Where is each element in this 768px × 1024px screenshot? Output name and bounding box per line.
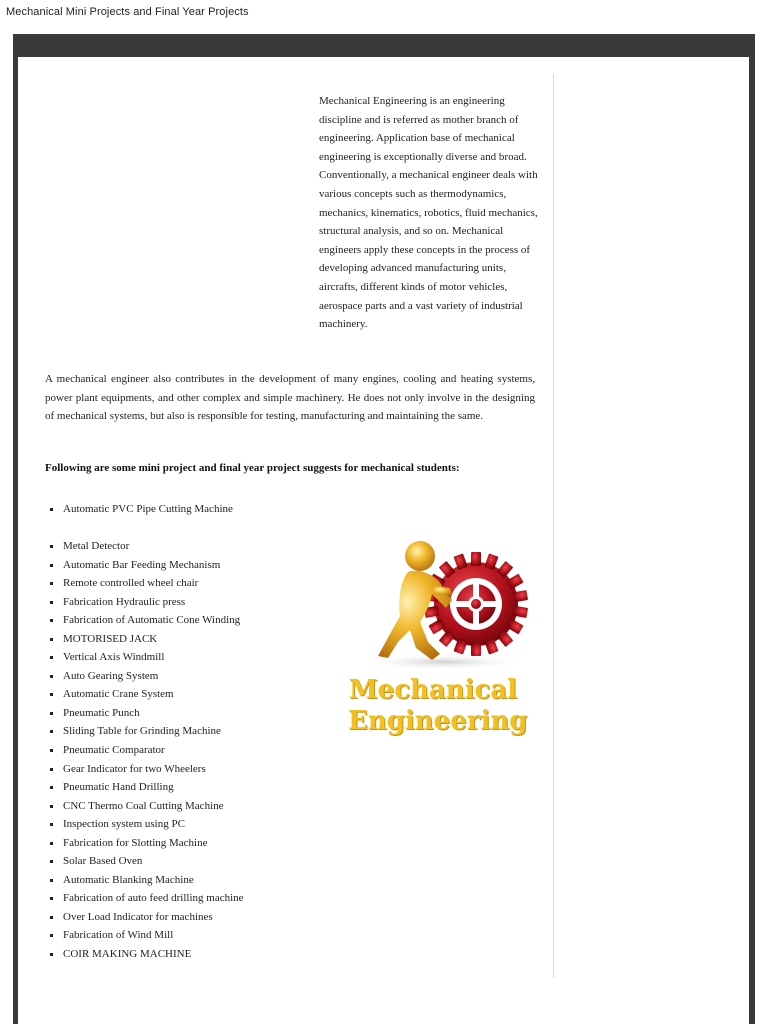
list-item-label: Fabrication of Automatic Cone Winding [63,614,241,627]
list-item-label: Over Load Indicator for machines [63,910,213,923]
list-item [45,926,345,945]
list-item-label: Pneumatic Comparator [63,744,165,757]
list-item [45,852,345,871]
bullet-icon [50,879,53,882]
gear-figure-icon [348,530,538,670]
list-item-label: Inspection system using PC [63,818,185,831]
list-item-label: Fabrication Hydraulic press [63,595,186,608]
list-item [45,889,345,908]
list-item [45,537,345,556]
bullet-icon [50,545,53,548]
list-item [45,908,345,927]
list-item [45,500,345,519]
list-item-label: Fabrication of auto feed drilling machine [63,892,244,905]
project-list [45,537,345,964]
projects-subheading: Following are some mini project and final year project suggests for mechanical students: [45,462,460,474]
list-item-label: Pneumatic Hand Drilling [63,781,174,794]
list-item [45,815,345,834]
list-item [45,871,345,890]
bullet-icon [50,749,53,752]
list-item [45,630,345,649]
bullet-icon [50,582,53,585]
bullet-icon [50,564,53,567]
list-item [45,945,345,964]
list-item-label: Metal Detector [63,540,130,552]
bullet-icon [50,953,53,956]
bullet-icon [50,934,53,937]
list-item-label: Remote controlled wheel chair [63,577,199,590]
list-item-label: Automatic Bar Feeding Mechanism [63,558,221,571]
list-item [45,556,345,575]
bullet-icon [50,508,53,511]
list-item-label: COIR MAKING MACHINE [63,948,192,961]
list-item-label: Gear Indicator for two Wheelers [63,762,206,775]
bullet-icon [50,693,53,696]
intro-paragraph: Mechanical Engineering is an engineering discipline and is referred as mother branch of engineering. Application base of mechanical engineering is exceptionally diverse and broad. Conventionally, a mechanical engineer deals with various concepts such as thermodynamics, mechanics, kinematics, robotics, fluid mechanics, structural analysis, and so on. Mechanical engineers apply these concepts in the process of developing advanced manufacturing units, aircrafts, different kinds of motor vehicles, aerospace parts and a vast variety of industrial machinery. [319,95,538,331]
bullet-icon [50,712,53,715]
list-item-label: Fabrication of Wind Mill [63,929,174,942]
list-item-label: Automatic PVC Pipe Cutting Machine [63,503,233,515]
illustration-title-line2: Engineering [348,706,528,736]
list-item [45,797,345,816]
bullet-icon [50,860,53,863]
list-item [45,593,345,612]
body-paragraph: A mechanical engineer also contributes in the development of many engines, cooling and heating systems, power plant equipments, and other complex and simple machinery. He does not only involve in the designing of mechanical systems, but also is responsible for testing, manufacturing and maintaining the same. [45,373,535,423]
bullet-icon [50,730,53,733]
list-item-label: Pneumatic Punch [63,706,140,719]
bullet-icon [50,805,53,808]
bullet-icon [50,619,53,622]
bullet-icon [50,897,53,900]
list-item-label: Fabrication for Slotting Machine [63,836,208,849]
column-divider [553,74,554,978]
list-item-label: Auto Gearing System [63,669,159,682]
bullet-icon [50,823,53,826]
list-item [45,685,345,704]
list-item [45,722,345,741]
bullet-icon [50,786,53,789]
list-item-label: Sliding Table for Grinding Machine [63,725,221,738]
bullet-icon [50,916,53,919]
list-item-label: Solar Based Oven [63,855,143,868]
list-item [45,834,345,853]
bullet-icon [50,601,53,604]
bullet-icon [50,675,53,678]
list-item [45,778,345,797]
list-item [45,741,345,760]
list-item-label: CNC Thermo Coal Cutting Machine [63,799,224,812]
list-item-label: Automatic Crane System [63,688,174,701]
first-project-list [45,500,345,519]
list-item [45,704,345,723]
list-item [45,611,345,630]
page-title: Mechanical Mini Projects and Final Year Projects [6,6,249,18]
list-item [45,667,345,686]
mechanical-engineering-illustration [348,530,538,745]
bullet-icon [50,842,53,845]
bullet-icon [50,638,53,641]
list-item [45,648,345,667]
list-item-label: Vertical Axis Windmill [63,651,165,664]
bullet-icon [50,768,53,771]
list-item-label: MOTORISED JACK [63,632,158,645]
list-item-label: Automatic Blanking Machine [63,873,194,886]
list-item [45,574,345,593]
list-item [45,760,345,779]
illustration-title-line1: Mechanical [348,675,518,705]
bullet-icon [50,656,53,659]
